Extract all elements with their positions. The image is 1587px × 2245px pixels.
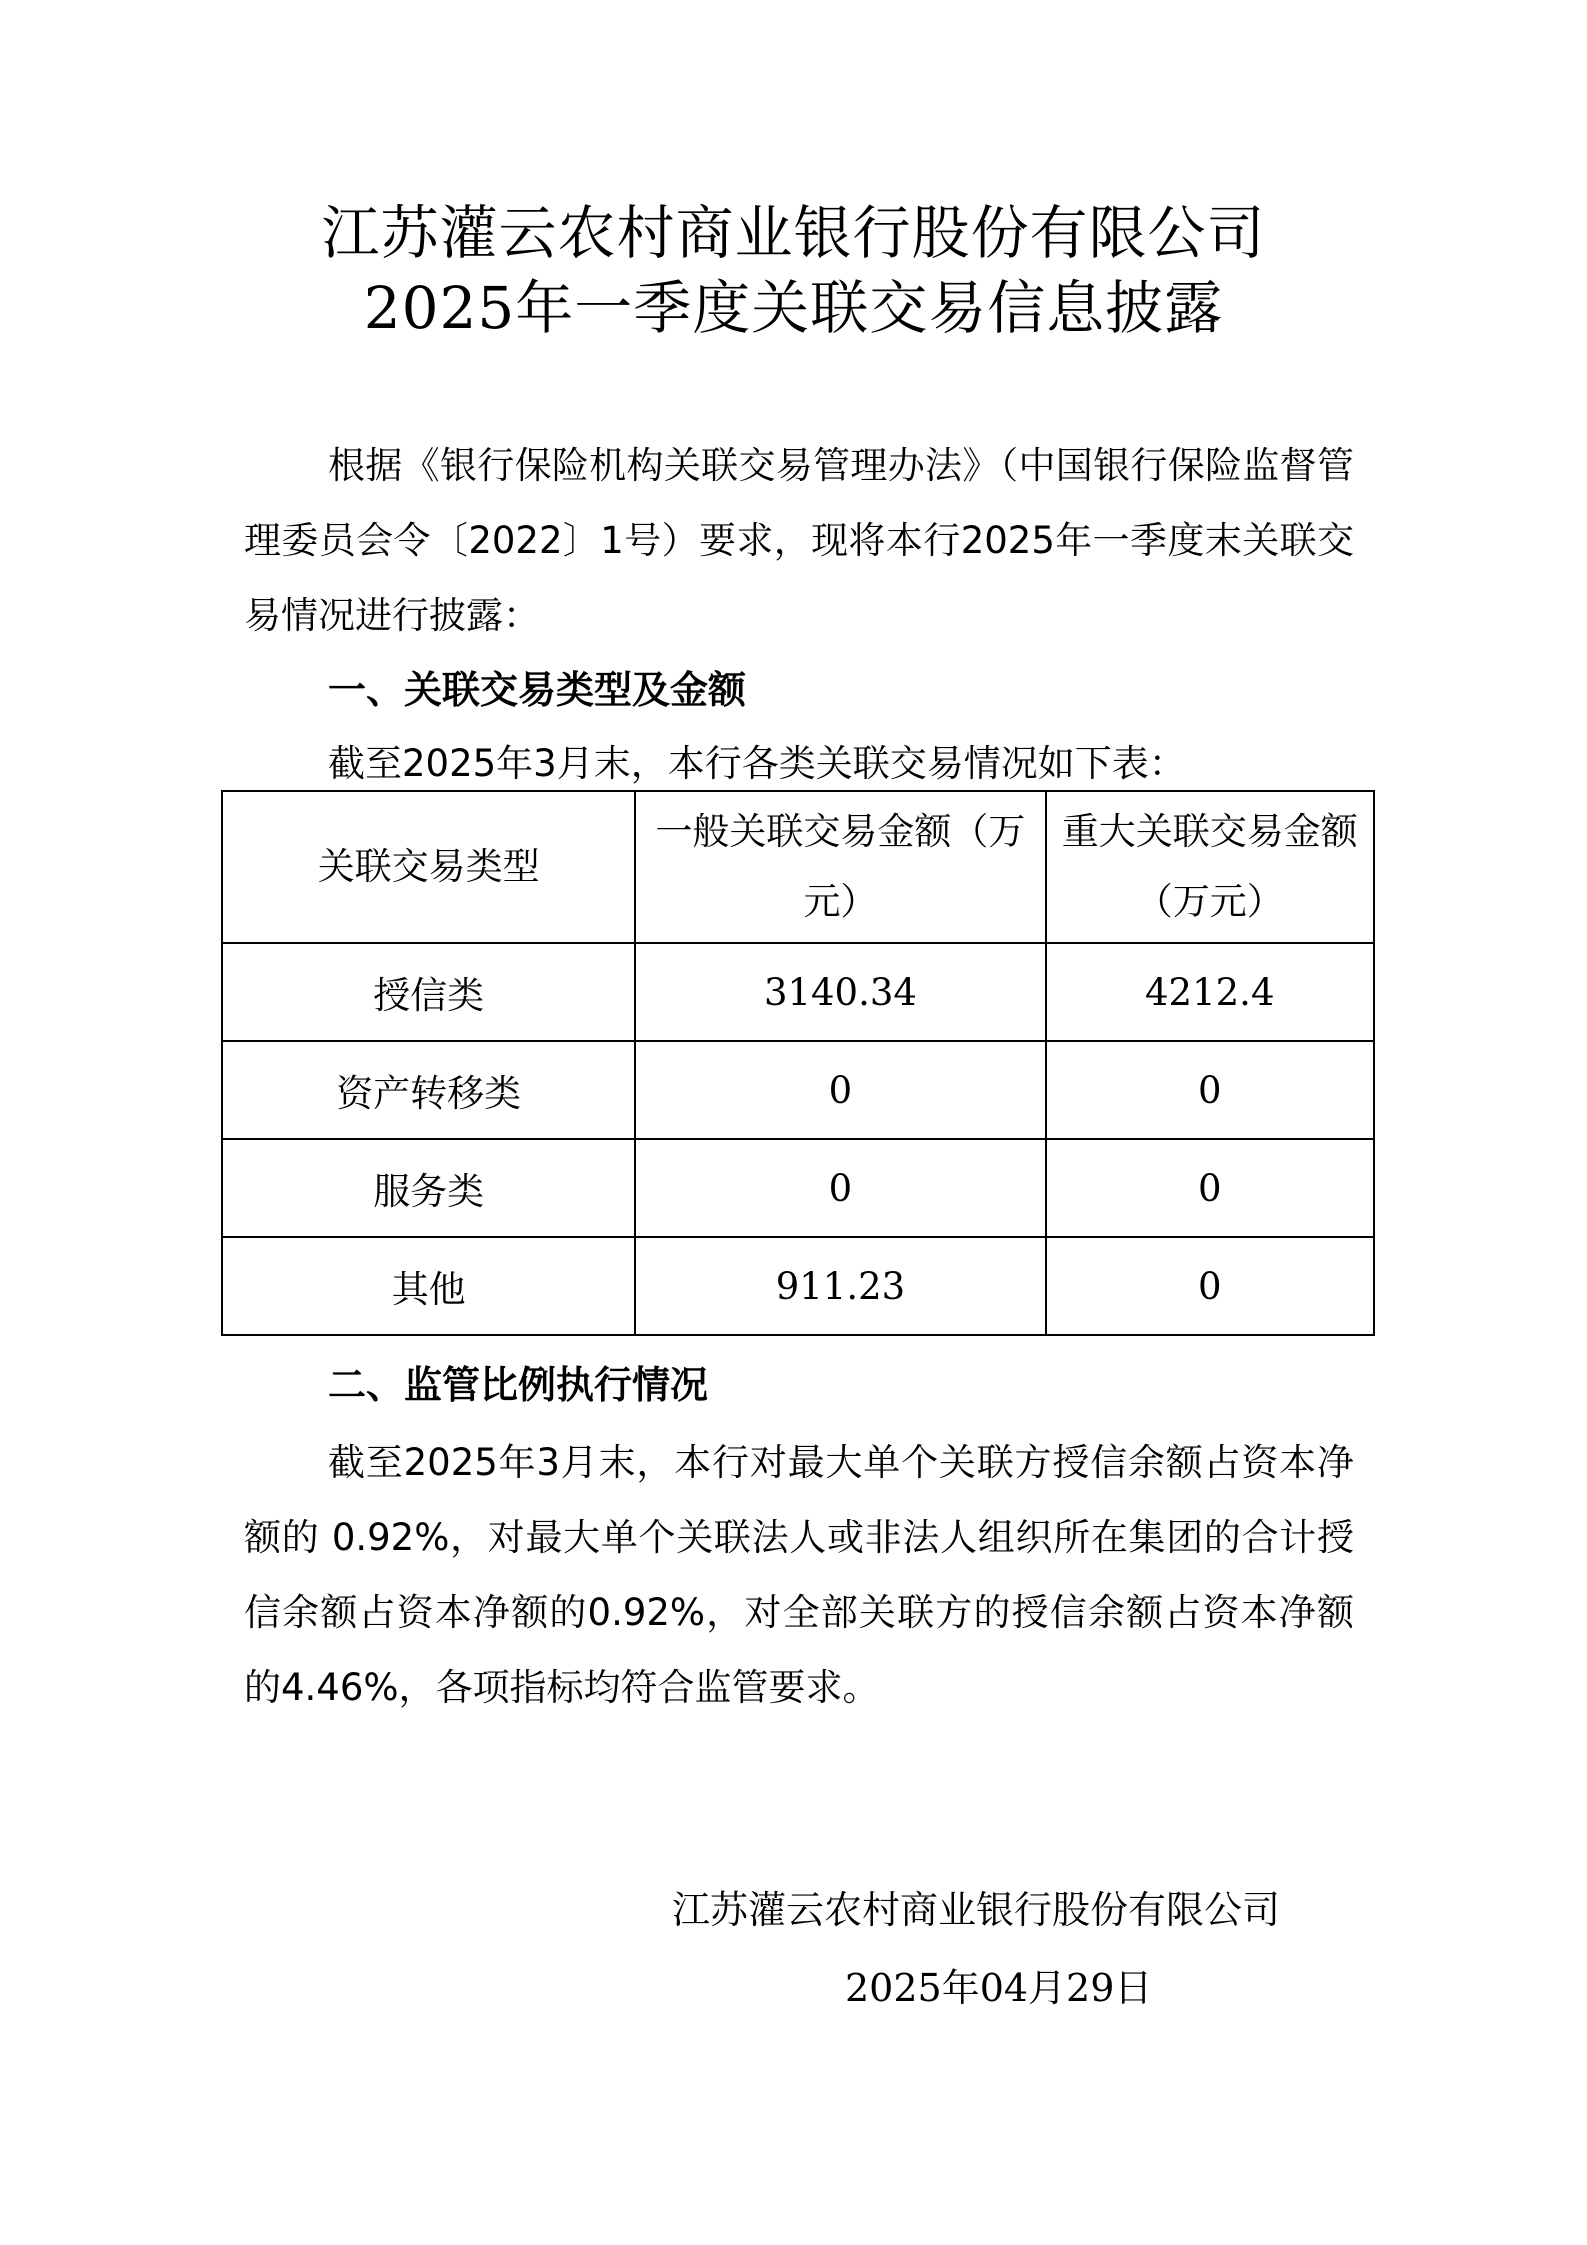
table-header-row [222,791,1374,943]
header-type: 关联交易类型 [222,791,635,943]
cell-general: 0 [635,1041,1045,1139]
header-major-amount: 重大关联交易金额（万元） [1046,791,1374,943]
table-row [222,1237,1374,1335]
signature-date: 2025年04月29日 [845,1966,1153,2010]
document-title-line2: 2025年一季度关联交易信息披露 [363,274,1224,342]
cell-major: 0 [1046,1139,1374,1237]
section1-heading: 一、关联交易类型及金额 [328,668,747,712]
table-row [222,943,1374,1041]
table-row [222,1139,1374,1237]
signature-org: 江苏灌云农村商业银行股份有限公司 [672,1888,1281,1932]
cell-general: 911.23 [635,1237,1045,1335]
header-general-amount: 一般关联交易金额（万元） [635,791,1045,943]
table-row [222,1041,1374,1139]
cell-major: 0 [1046,1041,1374,1139]
cell-major: 4212.4 [1046,943,1374,1041]
related-transactions-table [221,790,1375,1336]
section2-body: 截至2025年3月末，本行对最大单个关联方授信余额占资本净额的 0.92%，对最大单个关联法人或非法人组织所在集团的合计授信余额占资本净额的0.92%，对全部关联方的授信余额占资本净额的4.46%，各项指标均符合监管要求。 [244,1441,1354,1709]
section2-heading: 二、监管比例执行情况 [328,1363,709,1407]
intro-paragraph: 根据《银行保险机构关联交易管理办法》（中国银行保险监督管理委员会令〔2022〕1号）要求，现将本行2025年一季度末关联交易情况进行披露： [244,444,1354,637]
cell-type: 其他 [222,1237,635,1335]
section1-lead: 截至2025年3月末，本行各类关联交易情况如下表： [328,742,1186,785]
cell-type: 资产转移类 [222,1041,635,1139]
cell-type: 服务类 [222,1139,635,1237]
cell-major: 0 [1046,1237,1374,1335]
document-title-line1: 江苏灌云农村商业银行股份有限公司 [321,199,1266,267]
cell-type: 授信类 [222,943,635,1041]
cell-general: 3140.34 [635,943,1045,1041]
cell-general: 0 [635,1139,1045,1237]
